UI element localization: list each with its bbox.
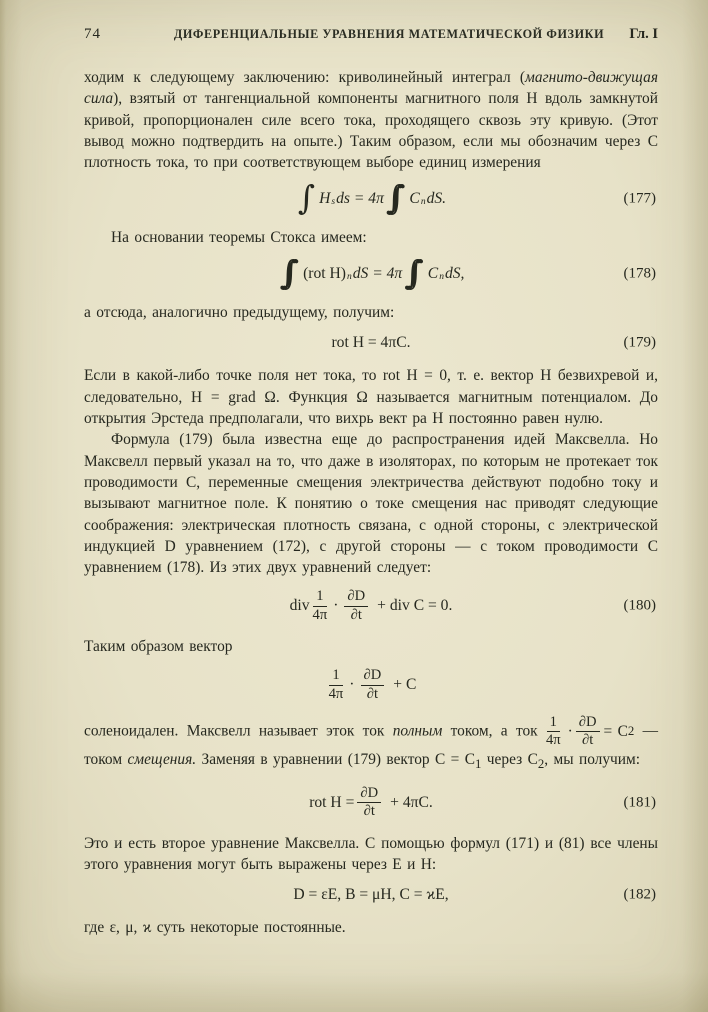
fraction-denominator: ∂t <box>582 732 594 749</box>
fraction-denominator: 4π <box>312 606 328 623</box>
math-sub: n <box>439 272 444 283</box>
page-number: 74 <box>84 26 101 42</box>
math-sub: s <box>331 197 336 208</box>
math-var: H <box>319 190 331 208</box>
fraction <box>361 668 385 702</box>
fraction <box>576 715 600 749</box>
math-op: div <box>289 597 310 615</box>
math-expr: rot H = 4πC. <box>331 334 411 352</box>
page-header <box>84 26 658 43</box>
formula-181 <box>84 786 658 820</box>
math-expr: rot H = <box>309 793 355 811</box>
math-expr: (rot H) <box>303 265 346 283</box>
fraction <box>329 668 344 702</box>
paragraph-4: Если в какой-либо точке поля нет тока, то rot H = 0, т. е. вектор H безвихревой и, следовательно, H = grad Ω. Функция Ω называется магнитным потенциалом. До открытия Эрстеда предполагали, что вихрь вект ра H постоянно равен нулю. <box>84 367 658 428</box>
math-expr: dS. <box>426 190 447 208</box>
math-expr: + 4πC. <box>390 793 433 811</box>
fraction-numerator: ∂D <box>576 715 600 732</box>
math-sub: 2 <box>627 724 635 739</box>
math-dot: · <box>567 723 573 741</box>
chapter-label: Гл. I <box>629 26 658 42</box>
paragraph-text: ), взятый от тангенциальной компоненты магнитного поля H вдоль замкнутой кривой, пропорционален силе всего тока, проходящего сквозь эту кривую. (Этот вывод можно подтвердить на опыте.) Таким образом, если мы обозначим через C плотность тока, то при соответствующем выборе единиц измерения <box>84 90 658 172</box>
math-var: C <box>427 265 439 283</box>
math-expr: dS, <box>444 265 465 283</box>
double-integral-icon: ∫∫ <box>404 253 409 293</box>
fraction-numerator: ∂D <box>361 668 385 685</box>
fraction-numerator: 1 <box>313 589 326 606</box>
equation-number: (181) <box>623 794 656 811</box>
formula-178 <box>84 253 658 293</box>
math-expr: + div C = 0. <box>377 597 453 615</box>
paragraph-6: Таким образом вектор <box>84 638 233 656</box>
math-sub: n <box>420 197 426 208</box>
paragraph-text: Заменяя в уравнении (179) вектор C = C <box>196 750 475 768</box>
math-dot: · <box>333 597 339 615</box>
fraction-denominator: ∂t <box>363 803 375 820</box>
math-expr: = C <box>603 723 628 741</box>
math-sub: 2 <box>537 756 545 771</box>
equation-number: (180) <box>623 597 656 614</box>
double-integral-icon: ∫∫ <box>279 253 285 293</box>
equation-number: (177) <box>623 190 656 207</box>
paragraph-2: На основании теоремы Стокса имеем: <box>111 229 367 247</box>
paragraph-9: где ε, μ, ϰ суть некоторые постоянные. <box>84 919 346 937</box>
integral-icon: ∫ <box>297 178 316 218</box>
paragraph-3: а отсюда, аналогично предыдущему, получим: <box>84 304 395 322</box>
math-sub: n <box>346 272 352 283</box>
italic-term: полным <box>392 722 443 740</box>
formula-180 <box>84 589 658 623</box>
fraction-denominator: ∂t <box>350 606 362 623</box>
paragraph-text: соленоидален. Максвелл называет эток ток <box>84 722 393 740</box>
paragraph-1 <box>84 67 658 173</box>
math-expr: D = εE, B = μH, C = ϰE, <box>293 886 449 904</box>
fraction-numerator: ∂D <box>344 589 368 606</box>
formula-177 <box>84 178 658 218</box>
math-dot: · <box>349 676 355 694</box>
fraction-denominator: 4π <box>545 732 561 749</box>
fraction <box>357 786 381 820</box>
paragraph-5: Формула (179) была известна еще до распространения идей Максвелла. Но Максвелл первый указал на то, что даже в изоляторах, по которым не протекает ток проводимости C, переменные смещения электричества действуют подобно току и вызывают магнитное поле. К понятию о токе смещения нас приводят следующие соображения: электрическая плотность связана, с одной стороны, с электрической индукцией D уравнением (172), с другой стороны — с током проводимости C уравнением (178). Из этих двух уравнений следует: <box>84 431 658 577</box>
formula-unnumbered <box>84 668 658 702</box>
fraction-numerator: ∂D <box>357 786 381 803</box>
math-expr: + C <box>393 676 417 694</box>
paragraph-text: через C <box>481 750 538 768</box>
formula-182 <box>84 886 658 904</box>
fraction-numerator: 1 <box>547 715 560 732</box>
fraction <box>344 589 368 623</box>
italic-term: смещения. <box>127 750 197 768</box>
paragraph-text: ходим к следующему заключению: криволинейный интеграл ( <box>84 69 526 86</box>
italic-term: магнито-движущая сила <box>84 69 658 108</box>
fraction-denominator: 4π <box>328 685 344 702</box>
paragraph-text: , мы получим: <box>544 750 641 768</box>
fraction <box>313 589 328 623</box>
math-expr: dS = 4π <box>352 265 403 283</box>
paragraph-text: током, а ток <box>442 722 546 740</box>
formula-179 <box>84 334 658 352</box>
fraction-denominator: ∂t <box>366 685 379 702</box>
double-integral-icon: ∫∫ <box>385 178 391 218</box>
equation-number: (178) <box>623 265 656 282</box>
paragraph-8: Это и есть второе уравнение Максвелла. С помощью формул (171) и (81) все члены этого уравнения могут быть выражены через E и H: <box>84 834 658 873</box>
paragraph-text: — током <box>84 722 658 768</box>
math-sub: 1 <box>475 756 482 771</box>
fraction-numerator: 1 <box>329 668 342 685</box>
equation-number: (179) <box>623 334 656 351</box>
paragraph-7 <box>84 715 658 775</box>
equation-number: (182) <box>623 886 656 903</box>
fraction <box>546 715 561 749</box>
running-title: ДИФЕРЕНЦИАЛЬНЫЕ УРАВНЕНИЯ МАТЕМАТИЧЕСКОЙ ФИЗИКИ <box>173 27 605 41</box>
math-var: C <box>409 190 420 208</box>
math-expr: ds = 4π <box>336 190 384 208</box>
